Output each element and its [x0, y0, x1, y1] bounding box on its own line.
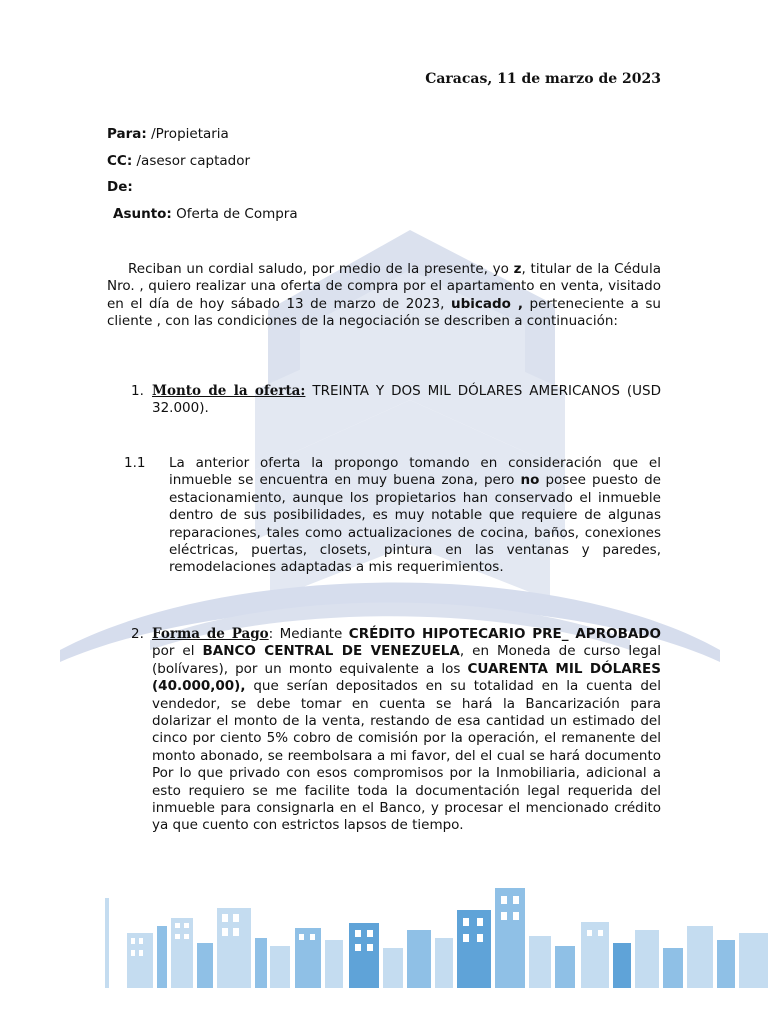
para-label: Para: — [107, 126, 147, 142]
item-2-text-2: por el — [152, 643, 203, 660]
asunto-label: Asunto: — [113, 206, 172, 222]
intro-text-1: Reciban un cordial saludo, por medio de la presente, yo — [128, 261, 514, 277]
intro-text-2: , titular de la Cédula Nro. , quiero realizar una oferta de compra por el apartamento en venta, visitado en el día de hoy sábado 13 de marzo de 2023, — [107, 261, 661, 312]
intro-ubicado: ubicado , — [450, 295, 523, 312]
intro-paragraph — [107, 261, 661, 331]
letter-date: Caracas, 11 de marzo de 2023 — [425, 71, 661, 87]
item-2-paragraph — [152, 626, 661, 835]
de-field — [107, 178, 133, 196]
item-2-text-4: que serían depositados en su totalidad en la cuenta del vendedor, se debe tomar en cuenta se hará la Bancarización para dolarizar el monto de la venta, restando de esa cantidad un estimado del cinco por ciento 5% cobro de comisión por la operación, el remanente del monto abonado, se reembolsara a mi favor, del el cual se hará documento Por lo que privado con esos compromisos por la Inmobiliaria, adicional a esto requiero se me facilite toda la documentación legal requerida del inmueble para consignarla en el Banco, y procesar el mencionado crédito ya que cuento con estrictos lapsos de tiempo. — [152, 678, 661, 834]
asunto-field — [113, 205, 298, 223]
item-2-number: 2. — [131, 626, 144, 642]
asunto-value: Oferta de Compra — [171, 206, 298, 222]
item-1-title: Monto de la oferta: — [152, 383, 306, 399]
item-2-text-1: : Mediante — [268, 626, 349, 642]
cc-value: /asesor captador — [132, 153, 251, 169]
intro-name: z — [513, 261, 522, 277]
item-2-text-3: , en Moneda de curso legal (bolívares), por un monto equivalente a los — [152, 643, 661, 677]
item-1-paragraph — [152, 383, 661, 418]
item-1-number: 1. — [131, 383, 144, 399]
para-value: /Propietaria — [146, 126, 229, 142]
item-2-title: Forma de Pago — [152, 626, 269, 642]
item-1-1-paragraph — [169, 455, 661, 577]
item-1-text: TREINTA Y DOS MIL DÓLARES AMERICANOS (USD 32.000). — [152, 383, 661, 417]
item-2-monto: CUARENTA MIL DÓLARES (40.000,00), — [152, 660, 661, 695]
item-1-1-text-1: La anterior oferta la propongo tomando en consideración que el inmueble se encuentra en muy buena zona, pero — [169, 455, 661, 489]
intro-text-3: perteneciente a su cliente , con las condiciones de la negociación se describen a continuación: — [107, 295, 661, 330]
item-1-1-no: no — [520, 472, 540, 489]
item-2-banco: BANCO CENTRAL DE VENEZUELA — [202, 643, 460, 660]
item-1-1-number: 1.1 — [124, 455, 146, 471]
item-1-1-text-2: posee puesto de estacionamiento, aunque los propietarios han conservado el inmueble dentro de sus posibilidades, es muy notable que requiere de algunas reparaciones, tales como actualizaciones de cocina, baños, conexiones eléctricas, puertas, closets, pintura en las ventanas y paredes, remodelaciones adaptadas a mis requerimientos. — [169, 472, 661, 576]
item-2-credito: CRÉDITO HIPOTECARIO PRE_ APROBADO — [348, 626, 661, 642]
para-field — [107, 125, 229, 143]
cc-field — [107, 152, 250, 170]
de-label: De: — [107, 179, 133, 195]
cc-label: CC: — [107, 153, 133, 169]
